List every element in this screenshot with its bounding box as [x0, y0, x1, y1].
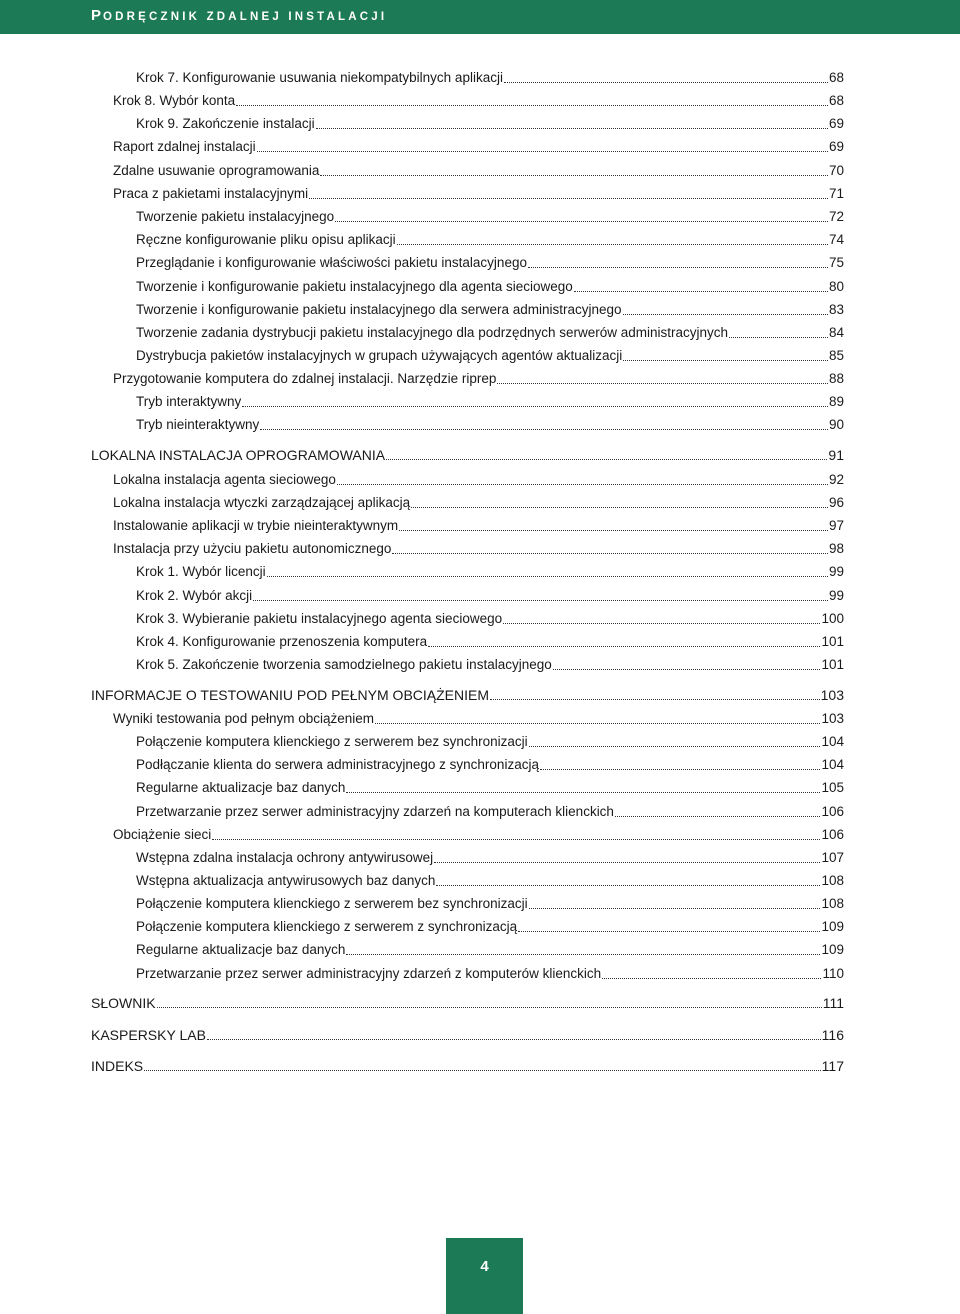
toc-entry-title: Przetwarzanie przez serwer administracyjny zdarzeń na komputerach klienckich: [136, 804, 614, 819]
toc-entry-title: Instalacja przy użyciu pakietu autonomicznego: [113, 541, 392, 556]
toc-entry-title: Przygotowanie komputera do zdalnej instalacji. Narzędzie riprep: [113, 371, 497, 386]
toc-entry-page: 99: [828, 588, 844, 603]
toc-entry[interactable]: [136, 630, 844, 650]
toc-entry-title: Wstępna aktualizacja antywirusowych baz danych: [136, 873, 436, 888]
toc-entry[interactable]: [91, 443, 844, 463]
toc-entry[interactable]: [136, 112, 844, 132]
toc-entry-page: 83: [828, 302, 844, 317]
toc-entry[interactable]: [91, 683, 844, 703]
toc-entry-title: Krok 8. Wybór konta: [113, 93, 236, 108]
toc-entry-title: Dystrybucja pakietów instalacyjnych w grupach używających agentów aktualizacji: [136, 348, 623, 363]
toc-entry-page: 80: [828, 279, 844, 294]
toc-entry-page: 105: [821, 780, 844, 795]
toc-entry-page: 106: [821, 804, 844, 819]
toc-entry[interactable]: [91, 1023, 844, 1043]
toc-entry-page: 90: [828, 417, 844, 432]
toc-entry-title: Krok 9. Zakończenie instalacji: [136, 116, 315, 131]
toc-entry-title: Przeglądanie i konfigurowanie właściwości pakietu instalacyjnego: [136, 255, 527, 270]
toc-dot-leader: [529, 745, 821, 747]
toc-entry-title: Tryb interaktywny: [136, 394, 242, 409]
toc-entry-page: 106: [821, 827, 844, 842]
toc-entry-page: 100: [821, 611, 844, 626]
toc-dot-leader: [553, 668, 821, 670]
toc-entry-page: 68: [828, 93, 844, 108]
toc-entry[interactable]: [136, 298, 844, 318]
toc-entry-page: 72: [828, 209, 844, 224]
toc-entry-page: 98: [828, 541, 844, 556]
toc-dot-leader: [207, 1038, 821, 1040]
toc-entry[interactable]: [136, 800, 844, 820]
toc-entry[interactable]: [136, 869, 844, 889]
toc-entry-page: 109: [821, 942, 844, 957]
toc-entry-title: Krok 3. Wybieranie pakietu instalacyjnego agenta sieciowego: [136, 611, 503, 626]
toc-dot-leader: [602, 977, 821, 979]
toc-entry-title: Tryb nieinteraktywny: [136, 417, 260, 432]
toc-entry-title: Raport zdalnej instalacji: [113, 139, 256, 154]
toc-entry[interactable]: [136, 205, 844, 225]
toc-entry-page: 99: [828, 564, 844, 579]
toc-dot-leader: [540, 768, 821, 770]
toc-dot-leader: [729, 336, 828, 338]
toc-entry[interactable]: [113, 159, 844, 179]
toc-dot-leader: [212, 838, 820, 840]
toc-dot-leader: [434, 861, 820, 863]
toc-entry[interactable]: [136, 344, 844, 364]
toc-entry[interactable]: [91, 1054, 844, 1074]
toc-entry-page: 84: [828, 325, 844, 340]
toc-entry[interactable]: [136, 938, 844, 958]
toc-entry-page: 92: [828, 472, 844, 487]
toc-entry[interactable]: [136, 390, 844, 410]
toc-entry[interactable]: [136, 251, 844, 271]
toc-entry-page: 89: [828, 394, 844, 409]
toc-entry-page: 103: [821, 711, 844, 726]
toc-entry-title: Tworzenie i konfigurowanie pakietu instalacyjnego dla agenta sieciowego: [136, 279, 573, 294]
toc-dot-leader: [337, 483, 828, 485]
toc-entry[interactable]: [113, 707, 844, 727]
toc-entry-title: Krok 7. Konfigurowanie usuwania niekompatybilnych aplikacji: [136, 70, 503, 85]
toc-entry-page: 104: [821, 734, 844, 749]
toc-entry[interactable]: [136, 730, 844, 750]
toc-entry-page: 69: [828, 139, 844, 154]
toc-entry-title: Podłączanie klienta do serwera administracyjnego z synchronizacją: [136, 757, 539, 772]
toc-entry-title: Krok 1. Wybór licencji: [136, 564, 266, 579]
toc-entry[interactable]: [136, 560, 844, 580]
toc-dot-leader: [392, 552, 828, 554]
toc-entry-page: 70: [828, 163, 844, 178]
toc-entry-page: 68: [828, 70, 844, 85]
toc-entry[interactable]: [136, 584, 844, 604]
toc-entry[interactable]: [113, 823, 844, 843]
toc-entry-title: Tworzenie zadania dystrybucji pakietu instalacyjnego dla podrzędnych serwerów administracyjnych: [136, 325, 729, 340]
toc-entry[interactable]: [113, 514, 844, 534]
toc-entry-page: 110: [822, 966, 844, 981]
toc-dot-leader: [267, 575, 828, 577]
toc-dot-leader: [386, 458, 827, 460]
toc-entry[interactable]: [113, 182, 844, 202]
toc-entry-page: 104: [821, 757, 844, 772]
toc-entry-page: 107: [821, 850, 844, 865]
toc-dot-leader: [375, 722, 820, 724]
toc-entry-title: Krok 5. Zakończenie tworzenia samodzielnego pakietu instalacyjnego: [136, 657, 552, 672]
toc-entry-title: Instalowanie aplikacji w trybie nieinteraktywnym: [113, 518, 399, 533]
toc-entry[interactable]: [136, 275, 844, 295]
toc-entry-page: 74: [828, 232, 844, 247]
toc-entry-title: SŁOWNIK: [91, 995, 156, 1011]
toc-entry[interactable]: [136, 892, 844, 912]
toc-entry-title: Praca z pakietami instalacyjnymi: [113, 186, 309, 201]
toc-dot-leader: [346, 953, 820, 955]
toc-entry-title: Przetwarzanie przez serwer administracyjny zdarzeń z komputerów klienckich: [136, 966, 602, 981]
toc-entry[interactable]: [136, 653, 844, 673]
toc-entry[interactable]: [136, 66, 844, 86]
toc-entry[interactable]: [136, 321, 844, 341]
toc-entry[interactable]: [136, 607, 844, 627]
toc-entry-title: INFORMACJE O TESTOWANIU POD PEŁNYM OBCIĄŻENIEM: [91, 687, 490, 703]
toc-dot-leader: [260, 428, 828, 430]
page-number: 4: [480, 1258, 489, 1275]
toc-entry-title: Połączenie komputera klienckiego z serwerem bez synchronizacji: [136, 896, 528, 911]
toc-entry-page: 96: [828, 495, 844, 510]
toc-dot-leader: [309, 197, 828, 199]
toc-entry[interactable]: [136, 962, 844, 982]
toc-entry[interactable]: [136, 753, 844, 773]
toc-dot-leader: [504, 81, 828, 83]
toc-entry-title: Regularne aktualizacje baz danych: [136, 780, 346, 795]
document-title-initial: P: [91, 7, 104, 24]
toc-dot-leader: [320, 174, 828, 176]
toc-entry-page: 108: [821, 873, 844, 888]
toc-dot-leader: [316, 127, 828, 129]
toc-entry[interactable]: [136, 915, 844, 935]
toc-entry-title: Tworzenie i konfigurowanie pakietu instalacyjnego dla serwera administracyjnego: [136, 302, 622, 317]
toc-entry[interactable]: [136, 228, 844, 248]
toc-entry[interactable]: [113, 537, 844, 557]
toc-dot-leader: [257, 150, 828, 152]
toc-entry-page: 91: [828, 447, 844, 463]
toc-entry-title: Krok 4. Konfigurowanie przenoszenia komputera: [136, 634, 428, 649]
toc-entry-page: 101: [821, 634, 844, 649]
toc-entry-title: Lokalna instalacja agenta sieciowego: [113, 472, 336, 487]
toc-entry-page: 97: [828, 518, 844, 533]
toc-entry-page: 116: [821, 1027, 844, 1043]
document-title-rest: ODRĘCZNIK ZDALNEJ INSTALACJI: [103, 11, 388, 23]
toc-entry-title: Połączenie komputera klienckiego z serwerem z synchronizacją: [136, 919, 518, 934]
toc-entry-title: INDEKS: [91, 1058, 144, 1074]
toc-entry-page: 111: [822, 995, 844, 1011]
toc-dot-leader: [574, 290, 828, 292]
toc-entry-title: Ręczne konfigurowanie pliku opisu aplikacji: [136, 232, 396, 247]
toc-dot-leader: [157, 1006, 822, 1008]
toc-entry[interactable]: [91, 991, 844, 1011]
toc-entry-title: Regularne aktualizacje baz danych: [136, 942, 346, 957]
toc-entry-page: 88: [828, 371, 844, 386]
toc-entry-page: 103: [820, 687, 844, 703]
toc-dot-leader: [503, 622, 820, 624]
toc-entry[interactable]: [113, 89, 844, 109]
toc-dot-leader: [144, 1069, 821, 1071]
toc-entry-page: 71: [828, 186, 844, 201]
toc-dot-leader: [490, 698, 820, 700]
toc-entry-title: Krok 2. Wybór akcji: [136, 588, 253, 603]
toc-dot-leader: [623, 359, 828, 361]
toc-entry-page: 101: [821, 657, 844, 672]
toc-dot-leader: [528, 266, 828, 268]
toc-dot-leader: [436, 884, 820, 886]
toc-entry-page: 69: [828, 116, 844, 131]
toc-dot-leader: [615, 815, 821, 817]
toc-dot-leader: [529, 907, 821, 909]
toc-entry-title: Obciążenie sieci: [113, 827, 212, 842]
toc-entry-title: Wstępna zdalna instalacja ochrony antywirusowej: [136, 850, 434, 865]
toc-entry-page: 85: [828, 348, 844, 363]
toc-dot-leader: [623, 313, 828, 315]
toc-entry[interactable]: [113, 367, 844, 387]
toc-entry-title: Zdalne usuwanie oprogramowania: [113, 163, 320, 178]
toc-dot-leader: [399, 529, 828, 531]
toc-entry[interactable]: [136, 776, 844, 796]
toc-dot-leader: [253, 599, 828, 601]
toc-dot-leader: [236, 104, 828, 106]
toc-entry[interactable]: [136, 413, 844, 433]
toc-entry-title: Lokalna instalacja wtyczki zarządzającej aplikacją: [113, 495, 411, 510]
toc-dot-leader: [428, 645, 820, 647]
page-number-box: [446, 1238, 523, 1314]
toc-entry-title: Połączenie komputera klienckiego z serwerem bez synchronizacji: [136, 734, 528, 749]
toc-entry-title: LOKALNA INSTALACJA OPROGRAMOWANIA: [91, 447, 386, 463]
toc-entry[interactable]: [113, 468, 844, 488]
toc-entry-page: 108: [821, 896, 844, 911]
toc-dot-leader: [497, 382, 828, 384]
toc-dot-leader: [346, 791, 820, 793]
toc-dot-leader: [518, 930, 820, 932]
toc-dot-leader: [411, 506, 828, 508]
toc-entry-title: KASPERSKY LAB: [91, 1027, 206, 1043]
toc-entry-title: Wyniki testowania pod pełnym obciążeniem: [113, 711, 375, 726]
toc-entry-page: 117: [821, 1058, 844, 1074]
toc-dot-leader: [335, 220, 828, 222]
toc-entry-page: 109: [821, 919, 844, 934]
toc-entry-title: Tworzenie pakietu instalacyjnego: [136, 209, 335, 224]
toc-entry[interactable]: [136, 846, 844, 866]
toc-entry[interactable]: [113, 491, 844, 511]
toc-entry-page: 75: [828, 255, 844, 270]
toc-entry[interactable]: [113, 135, 844, 155]
toc-dot-leader: [242, 405, 828, 407]
toc-dot-leader: [397, 243, 828, 245]
